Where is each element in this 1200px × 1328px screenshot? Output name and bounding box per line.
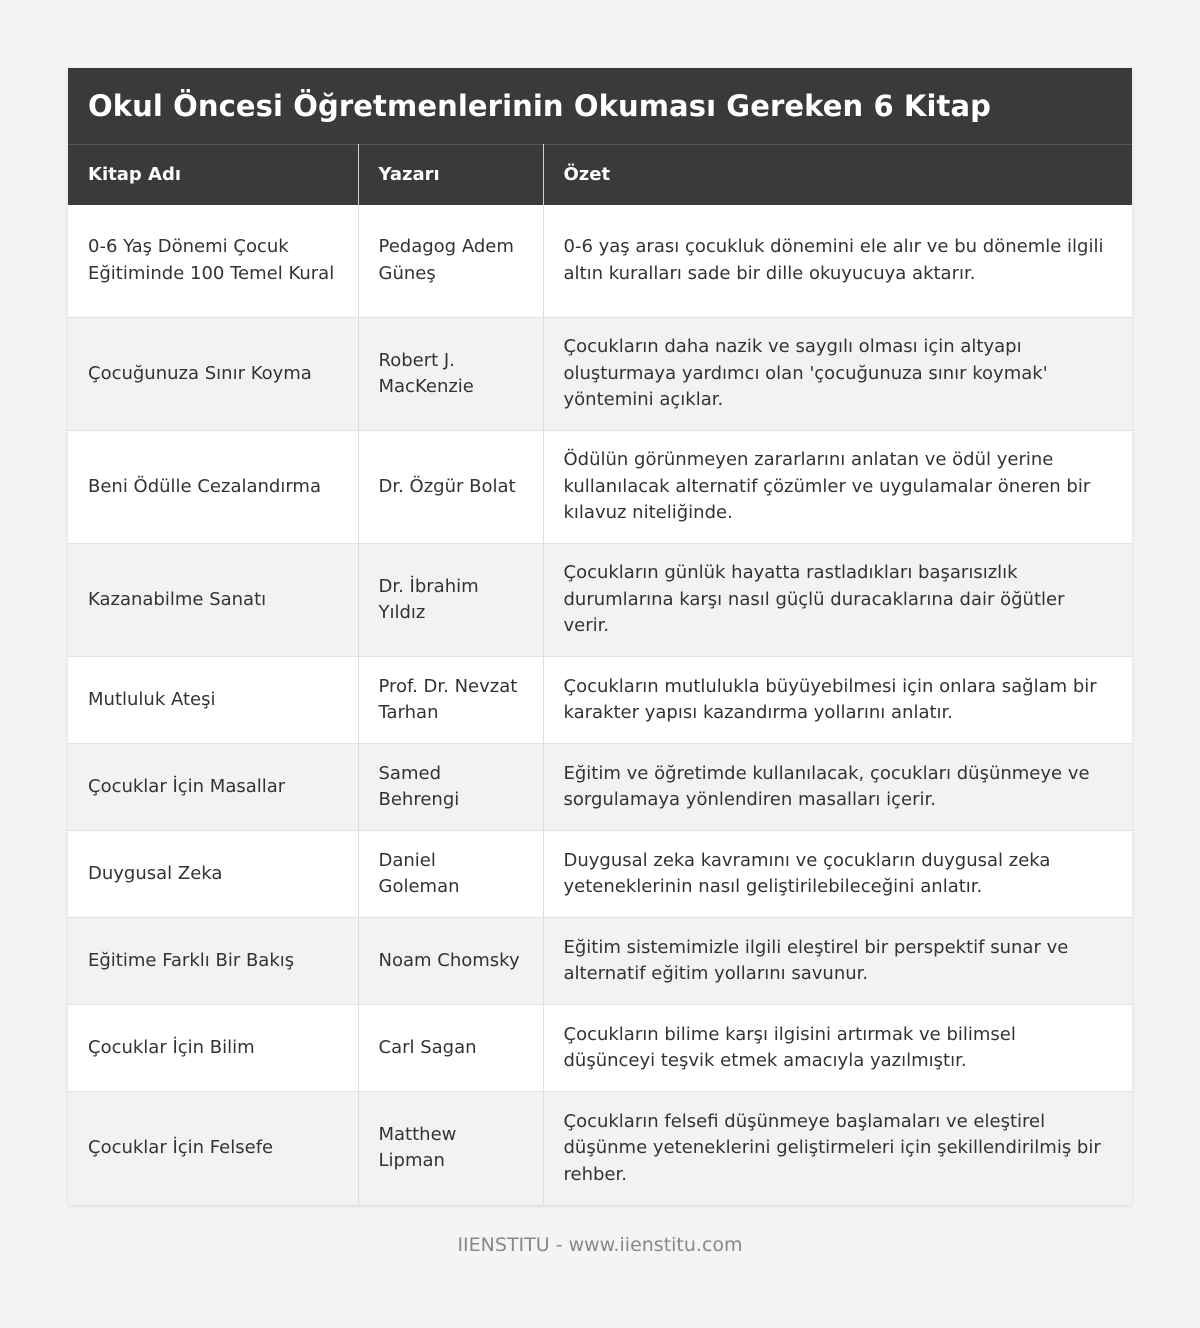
book-cell: Kazanabilme Sanatı [68, 544, 358, 657]
author-cell: Robert J. MacKenzie [358, 318, 543, 431]
author-cell: Noam Chomsky [358, 918, 543, 1005]
column-header-summary: Özet [543, 145, 1132, 205]
footer-credit: IIENSTITU - www.iienstitu.com [457, 1234, 743, 1256]
author-cell: Carl Sagan [358, 1005, 543, 1092]
table-row [68, 918, 1132, 1005]
table-row [68, 205, 1132, 318]
summary-cell: Çocukların daha nazik ve saygılı olması için altyapı oluşturmaya yardımcı olan 'çocuğunuza sınır koymak' yöntemini açıklar. [543, 318, 1132, 431]
table-row [68, 431, 1132, 544]
book-cell: Çocuklar İçin Bilim [68, 1005, 358, 1092]
books-table-card [68, 68, 1132, 1205]
book-cell: Mutluluk Ateşi [68, 657, 358, 744]
book-cell: Eğitime Farklı Bir Bakış [68, 918, 358, 1005]
table-row [68, 544, 1132, 657]
author-cell: Dr. İbrahim Yıldız [358, 544, 543, 657]
author-cell: Pedagog Adem Güneş [358, 205, 543, 318]
book-cell: Çocuklar İçin Masallar [68, 744, 358, 831]
author-cell: Daniel Goleman [358, 831, 543, 918]
books-table [68, 144, 1132, 1205]
table-header-row [68, 145, 1132, 205]
column-header-author: Yazarı [358, 145, 543, 205]
table-row [68, 318, 1132, 431]
summary-cell: Çocukların bilime karşı ilgisini artırmak ve bilimsel düşünceyi teşvik etmek amacıyla yazılmıştır. [543, 1005, 1132, 1092]
table-row [68, 1005, 1132, 1092]
book-cell: Çocuğunuza Sınır Koyma [68, 318, 358, 431]
author-cell: Matthew Lipman [358, 1092, 543, 1205]
book-cell: Duygusal Zeka [68, 831, 358, 918]
book-cell: Beni Ödülle Cezalandırma [68, 431, 358, 544]
author-cell: Prof. Dr. Nevzat Tarhan [358, 657, 543, 744]
summary-cell: 0-6 yaş arası çocukluk dönemini ele alır ve bu dönemle ilgili altın kuralları sade bir dille okuyucuya aktarır. [543, 205, 1132, 318]
summary-cell: Çocukların mutlulukla büyüyebilmesi için onlara sağlam bir karakter yapısı kazandırma yollarını anlatır. [543, 657, 1132, 744]
table-row [68, 831, 1132, 918]
author-cell: Dr. Özgür Bolat [358, 431, 543, 544]
summary-cell: Eğitim sistemimizle ilgili eleştirel bir perspektif sunar ve alternatif eğitim yollarını savunur. [543, 918, 1132, 1005]
summary-cell: Çocukların felsefi düşünmeye başlamaları ve eleştirel düşünme yeteneklerini geliştirmeleri için şekillendirilmiş bir rehber. [563, 1110, 1101, 1185]
summary-cell: Eğitim ve öğretimde kullanılacak, çocukları düşünmeye ve sorgulamaya yönlendiren masalları içerir. [543, 744, 1132, 831]
author-cell: Samed Behrengi [358, 744, 543, 831]
summary-cell: Çocukların günlük hayatta rastladıkları başarısızlık durumlarına karşı nasıl güçlü duracaklarına dair öğütler verir. [543, 544, 1132, 657]
table-row [68, 657, 1132, 744]
book-cell: 0-6 Yaş Dönemi Çocuk Eğitiminde 100 Temel Kural [68, 205, 358, 318]
column-header-book: Kitap Adı [68, 145, 358, 205]
table-row [68, 744, 1132, 831]
page-title: Okul Öncesi Öğretmenlerinin Okuması Gereken 6 Kitap [68, 68, 1132, 144]
book-cell: Çocuklar İçin Felsefe [68, 1092, 358, 1205]
summary-cell: Ödülün görünmeyen zararlarını anlatan ve ödül yerine kullanılacak alternatif çözümler ve uygulamalar öneren bir kılavuz niteliğinde. [543, 431, 1132, 544]
summary-cell: Duygusal zeka kavramını ve çocukların duygusal zeka yeteneklerinin nasıl geliştirilebileceğini anlatır. [543, 831, 1132, 918]
table-row [68, 1092, 1132, 1205]
